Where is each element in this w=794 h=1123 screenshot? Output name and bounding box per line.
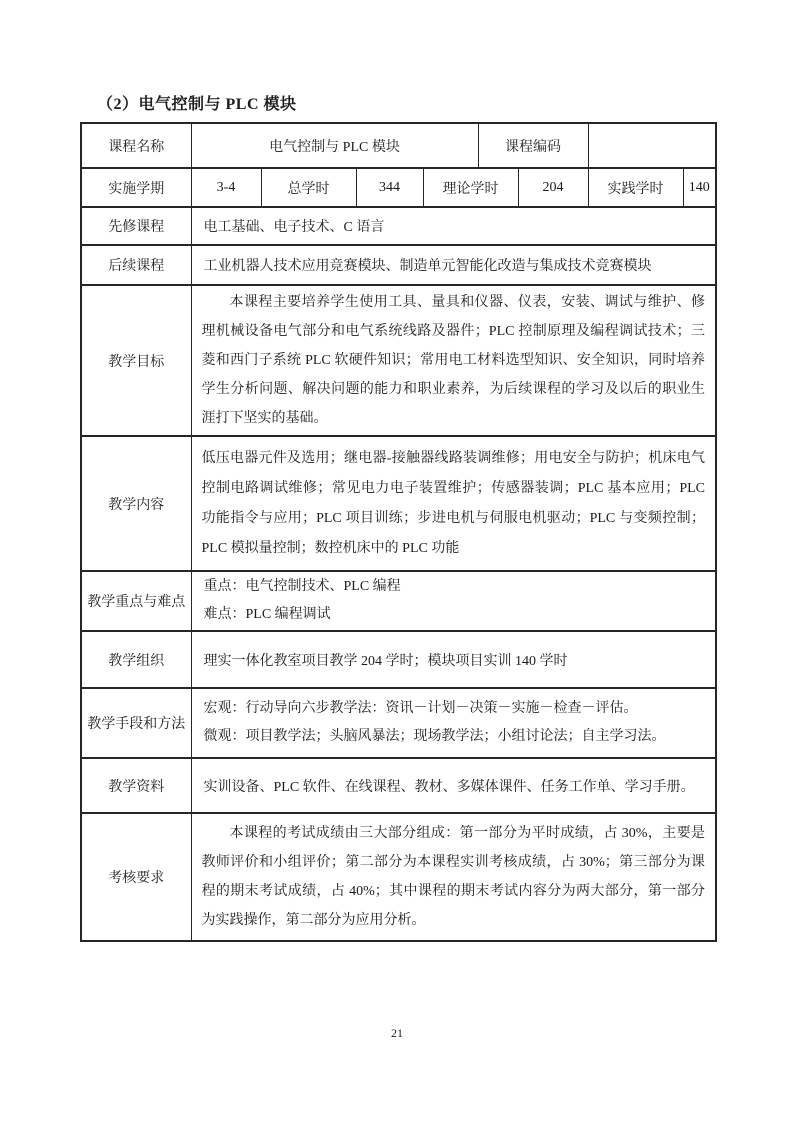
theory-hours-value: 204 [518,168,588,207]
page-number: 21 [391,1026,403,1040]
micro-methods-line: 微观：项目教学法；头脑风暴法；现场教学法；小组讨论法；自主学习法。 [203,729,666,744]
semester-value: 3-4 [191,168,261,207]
prerequisite-label: 先修课程 [81,207,191,245]
course-name-label: 课程名称 [81,123,191,168]
row-assessment-requirements [81,813,716,941]
teaching-organization-label: 教学组织 [81,631,191,688]
course-code-label: 课程编码 [478,123,588,168]
prerequisite-value: 电工基础、电子技术、C 语言 [191,207,716,245]
semester-label: 实施学期 [81,168,191,207]
assessment-label: 考核要求 [81,813,191,941]
teaching-materials-text: 实训设备、PLC 软件、在线课程、教材、多媒体课件、任务工作单、学习手册。 [191,758,716,813]
teaching-goals-label: 教学目标 [81,285,191,436]
teaching-methods-text [191,688,716,758]
total-hours-label: 总学时 [261,168,356,207]
macro-methods-line: 宏观：行动导向六步教学法：资讯－计划－决策－实施－检查－评估。 [203,701,638,716]
practice-hours-label: 实践学时 [588,168,683,207]
row-teaching-methods [81,688,716,758]
key-difficult-label: 教学重点与难点 [81,571,191,631]
key-points-line: 重点：电气控制技术、PLC 编程 [203,579,401,594]
row-followup-courses [81,245,716,285]
section-title: （2）电气控制与 PLC 模块 [97,96,297,113]
total-hours-value: 344 [356,168,423,207]
key-difficult-text [191,571,716,631]
row-semester-hours [81,168,716,207]
row-prerequisite-courses [81,207,716,245]
row-teaching-goals [81,285,716,436]
difficult-points-line: 难点：PLC 编程调试 [203,607,331,622]
assessment-text: 本课程的考试成绩由三大部分组成：第一部分为平时成绩，占 30%，主要是教师评价和小组评价；第二部分为本课程实训考核成绩，占 30%；第三部分为课程的期末考试成绩，占 40%；其中课程的期末考试内容分为两大部分，第一部分为实践操作，第二部分为应用分析。 [191,813,716,941]
course-code-value [588,123,716,168]
theory-hours-label: 理论学时 [423,168,518,207]
teaching-content-label: 教学内容 [81,436,191,571]
course-info-table [80,122,717,942]
teaching-goals-text: 本课程主要培养学生使用工具、量具和仪器、仪表，安装、调试与维护、修理机械设备电气部分和电气系统线路及器件；PLC 控制原理及编程调试技术；三菱和西门子系统 PLC 软硬件知识；常用电工材料选型知识、安全知识，同时培养学生分析问题、解决问题的能力和职业素养，为后续课程的学习及以后的职业生涯打下坚实的基础。 [191,285,716,436]
teaching-content-text: 低压电器元件及选用；继电器-接触器线路装调维修；用电安全与防护；机床电气控制电路调试维修；常见电力电子装置维护；传感器装调；PLC 基本应用；PLC 功能指令与应用；PLC 项目训练；步进电机与伺服电机驱动；PLC 与变频控制；PLC 模拟量控制；数控机床中的 PLC 功能 [191,436,716,571]
teaching-methods-label: 教学手段和方法 [81,688,191,758]
row-teaching-organization [81,631,716,688]
row-teaching-content [81,436,716,571]
practice-hours-value: 140 [683,168,716,207]
row-teaching-materials [81,758,716,813]
teaching-organization-text: 理实一体化教室项目教学 204 学时；模块项目实训 140 学时 [191,631,716,688]
followup-value: 工业机器人技术应用竞赛模块、制造单元智能化改造与集成技术竞赛模块 [191,245,716,285]
row-key-difficult-points [81,571,716,631]
course-name-value: 电气控制与 PLC 模块 [191,123,478,168]
teaching-materials-label: 教学资料 [81,758,191,813]
row-course-name [81,123,716,168]
followup-label: 后续课程 [81,245,191,285]
